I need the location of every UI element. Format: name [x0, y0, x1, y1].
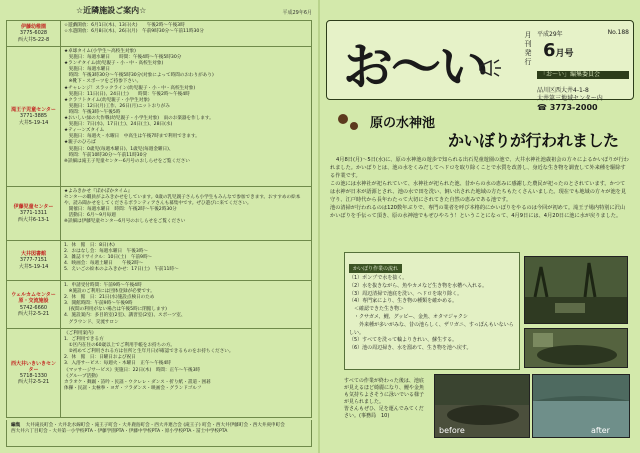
facility-name-cell	[7, 329, 61, 417]
decorative-bubble	[338, 114, 348, 124]
vertical-char: 発	[524, 49, 532, 57]
publisher-phone: ☎ 3773-2000	[537, 103, 598, 112]
issue-month	[543, 40, 629, 61]
list-item: 外来種が多いがみな、昔の池らしく、ザリガニ、すっぽんもいないらしい。	[349, 321, 514, 336]
facility-contact: 5718-1330 西大井2-5-21	[17, 373, 50, 386]
page-fold	[318, 0, 320, 453]
vertical-char: 月	[524, 31, 532, 39]
facility-name-cell	[7, 47, 61, 186]
pond-photo-top	[524, 256, 628, 324]
list-item: （2）水を抜きながら、魚やカメなど生き物を水槽へ入れる。	[349, 282, 488, 289]
process-list	[349, 275, 515, 353]
facility-row	[7, 47, 311, 187]
facility-name: 滝王子児童センター	[11, 107, 56, 114]
list-item: （3）周辺清掃で池底を洗い、ヘドロを取り除く。	[349, 290, 463, 297]
issue-year: 平成29年	[537, 31, 563, 38]
facilities-date: 平成29年6月	[282, 10, 312, 16]
pond-photo-image	[525, 329, 628, 368]
newsletter-logo: お〜い	[343, 38, 487, 96]
closing-caption: すべての作業が終わった後は、池底が見えるほど綺麗になり、鯉や金魚も気持ちよさそうに泳いでいる様子が見られました。 皆さんもぜひ、足を運んでみてください。(事務局 10)	[344, 378, 425, 419]
pond-photo-image	[525, 257, 628, 324]
facility-table	[6, 20, 312, 418]
facility-contact: 3775-6028 西大井5-22-8	[17, 30, 50, 43]
facility-name: 西大井いきいきセンター	[10, 360, 56, 373]
publisher-address: 品川区西大井4-1-8 大井第三地域センター内	[537, 87, 603, 102]
facility-name-cell	[7, 241, 61, 280]
month-suffix: 月号	[555, 49, 574, 59]
headline-line-2: かいぼりが行われました	[448, 131, 619, 150]
publisher-info	[537, 63, 629, 103]
facility-row	[7, 241, 311, 281]
facility-row	[7, 21, 311, 47]
list-item: ・クサガメ、鯉、グッピー、金魚、オタマジャクシ	[349, 313, 468, 320]
vertical-char: 刊	[524, 40, 532, 48]
editors-list: 大井滝長町会・大井北水線町会・滝王子町会・大井鹿島町会・西大井連合会 (滝王子) 町会・西大井伊藤町会・西大井庚申町会 西大井六丁目町会・大井第一小学校PTA・伊藤学園PTA・伊藤中学校PTA・原小学校PTA・冨士中学校PTA	[11, 423, 285, 435]
facility-details: 《ご利用案内》 1．ご利用できる方 ①区内在住の60歳以上でご利用手帳をお持ちの方。 ②初めてご利用される方は住所と生年月日が確認できるものをお持ちください。 2．休 館 日：日曜日および祝日 3．入浴サービス：毎週火・木曜日 正午〜午後4時 《マッサージサービス》実施日：22日(木) 時間：正午〜午後3時 《グループ活動》 カラオケ・舞踊・詩吟・民謡・ウクレレ・ダンス・折り紙・書道・囲碁 体操・民謡・太極拳・ヨガ・フラダンス・映画会・グランドゴルフ	[64, 331, 234, 391]
facility-name: 伊藤幼稚園	[20, 24, 46, 31]
facility-details: 1．休 館 日：8日(木) 2．おはなし会：毎週水曜日 午後3時〜 3．雑誌リサイクル：10日(土) 午前9時〜 4．映画会：毎週土曜日 午後2時〜 5．えいごの絵本のよみきかせ：17日(土) 午前11時〜	[64, 243, 179, 273]
facility-name: 伊藤児童センター	[13, 204, 54, 211]
month-number: 6	[543, 40, 556, 61]
editors-label: 編集	[11, 423, 21, 428]
facility-row	[7, 329, 311, 417]
facility-details: ★卓球タイム(小学生〜高校生対象) 実施日：毎週水曜日 時間：午後4時〜午後5時30分 ★ランチタイム(幼児親子・小・中・高校生対象) 実施日：毎週水曜日 時間：午後3時30分〜午後5時30分(対象によって時間のおわりがあり) ※靴下・スポーツをご持参下さい。 ★チャレンジ！スラックライン(幼児親子・小・中・高校生対象) 実施日：11日(日)、24日(土) 時間：午後2時〜午後4時 ★クラフトタイム(幼児親子・小学生対象) 実施日：12日(月)工作、26日(月)ニットおりがみ 時間：午後3時〜午後5時 ★おいしい緑の大作戦(幼児親子・小学生対象) 雨のお楽器を作します。 実施日：7日(水)、17日(土)、24日(土)、28日(水) ★ティーンズタイム 実施日：毎週火・水曜日 中高生は午後7時まで利用できます。 ★親子のひろば 実施日：0歳児(毎週木曜日)、1歳児(毎週金曜日)、 時間：午前10時30分〜午前11時30分 ※詳細は滝王子児童センター6月号のおしらせをご覧ください	[64, 49, 214, 164]
after-photo	[532, 374, 630, 438]
facility-contact: 5742-6660 西大井2-5-21	[17, 304, 50, 317]
issue-info	[537, 29, 629, 112]
issue-number: No.188	[607, 29, 629, 36]
before-photo	[434, 374, 530, 438]
before-label: before	[439, 426, 465, 435]
facility-contact: 3771-3885 大井5-19-14	[18, 113, 49, 126]
after-label: after	[591, 426, 610, 435]
facility-row	[7, 187, 311, 241]
list-item: ＜確認できた生き物＞	[349, 306, 405, 313]
right-page	[324, 6, 636, 447]
facility-contact: 3777-7151 大井5-19-14	[18, 257, 49, 270]
publisher-name: 「お〜い」編集委員会	[537, 71, 629, 79]
list-item: （1）ポンプで水を抜く。	[349, 275, 408, 281]
headline-line-1: 原の水神池	[370, 116, 436, 131]
facility-details: ★よみきかせ『ぽかぽかタイム』 センターの職員がよみきかせをしています。0歳の乳児親子さんも小学生もみんなで参加できます。おすすめの絵本や、読み聞かせをしてくださるボランティアさんも募集中です。ぜひ遊びに来てください。 開催日：毎週水曜日 時間：午後2時〜午後2時30分 活動日：6月〜9月毎週 ※詳細は伊藤児童センター6月号のおしらせをご覧ください	[64, 189, 301, 225]
facilities-title: ☆近隣施設ご案内☆	[76, 6, 147, 15]
left-header	[6, 6, 312, 20]
megaphone-icon	[477, 57, 503, 79]
process-title: かいぼり作業の流れ	[349, 264, 402, 273]
facility-name-cell	[7, 21, 61, 46]
article-body: 4月8日(月)〜5日(水)に、原の水神池の遊歩で知られる出石児童遊園の池で、大井水神社池歳祖会の方々によるかいぼりが行われました。かいぼりとは、池の水をくみだしてヘドロを取り除くことで水質を改善し、身近な生き物を調査して外来種を駆除する作業です。 この池には水神社が祀られていて、水神社が祀られた池、昔からの水の恵みに感謝した農民が祀ったのとされています。かつては水神が日本が語源とされ、池の水で田を洗い、飼い出された地域の方たちもたくさんいました。現在でも地域の方々が池を見守り、江戸時代から長年わたって大切にされてきた自然の恵みである池です。 池の清掃が行われるのは120数年ぶりで、専門の業者を呼び本格的にかいぼりをやるのは今回が初めて。滝王子場内特別に沢山かいぼりを手伝って頂き、原の水神池でもぜひやろう！ということになって、4月9日には、4月20日に池に水が戻りました。	[330, 157, 629, 219]
facility-name-cell	[7, 281, 61, 328]
list-item: （5）すべてを洗って輪よりきれい、蘇生する。	[349, 337, 458, 344]
facility-name: ウェルカムセンター原・交流施設	[11, 292, 56, 305]
process-box	[344, 252, 520, 370]
facility-contact: 3771-1311 西大井6-13-1	[17, 210, 50, 223]
facility-name-cell	[7, 187, 61, 240]
list-item: （4）専門家により、生き物の種類を確かめる。	[349, 298, 458, 305]
left-page	[6, 6, 312, 447]
list-item: （6）池の周辺掃き、水を溜めて、生き物を池へ戻す。	[349, 345, 472, 352]
decorative-bubble	[350, 122, 358, 130]
pond-photo-image	[533, 375, 630, 438]
article-headline	[324, 112, 636, 156]
masthead	[326, 20, 634, 112]
monthly-issue-label	[523, 31, 533, 67]
pond-photo-middle	[524, 328, 628, 368]
facility-details: 1．申請受付時間：午前9時〜午後4時 ※施設のご利用には団体登録が必要です。 2．休 館 日：21日(水)施設点検日のため 3．開館時間：午前9時〜午後9時 (夜間の利用がない場合は午後5時に閉館します) 4．施設案内：多目的室(2室)、講習室(2室)、スポーツ室、 グラウンド、交流サロン	[64, 283, 186, 325]
facility-details: ☆遊戯開放：6月1日(木)、13日(火) 午後2時〜午後3時 ☆水遊開放：6月8日(木)、26日(月) 午前9時30分〜午前11時30分	[64, 23, 204, 35]
editors-footer	[6, 420, 312, 447]
facility-name: 大井図書館	[20, 251, 46, 258]
facility-row	[7, 281, 311, 329]
vertical-char: 行	[524, 58, 532, 66]
